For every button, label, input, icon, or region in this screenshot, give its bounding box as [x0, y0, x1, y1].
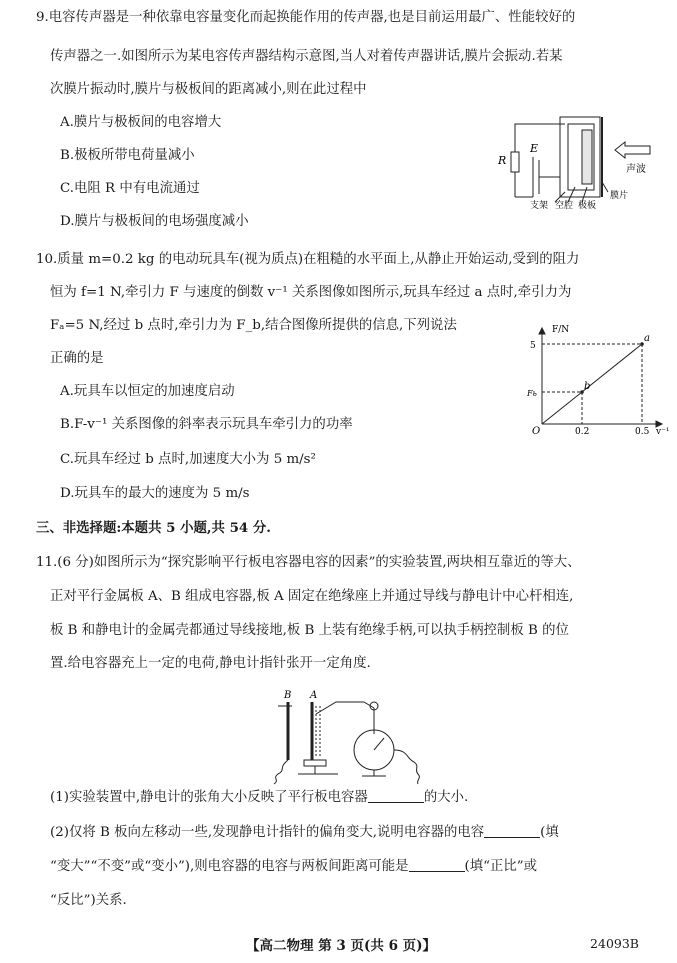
q11-sub1	[50, 788, 468, 808]
q11-sub2-blank-2[interactable]	[409, 857, 465, 872]
q9-fig-sound-label: 声波	[626, 164, 646, 175]
q9-line-1: 9.电容传声器是一种依靠电容量变化而起换能作用的传声器,也是目前运用最广、性能较好的	[36, 10, 576, 25]
q11-line-2: 正对平行金属板 A、B 组成电容器,板 A 固定在绝缘座上并通过导线与静电计中心杆相连,	[50, 589, 574, 604]
q11-sub2-options: “变大”“不变”或“变小”),则电容器的电容与两板间距离可能是	[50, 859, 409, 874]
q10-option-a: A.玩具车以恒定的加速度启动	[60, 384, 235, 399]
q9-fig-support-label: 支架	[530, 201, 549, 211]
q11-apparatus-figure	[268, 686, 438, 786]
point-a-label: a	[644, 333, 650, 344]
q10-option-b: B.F-v⁻¹ 关系图像的斜率表示玩具车牵引力的功率	[60, 417, 353, 432]
q10-line-1: 10.质量 m=0.2 kg 的电动玩具车(视为质点)在粗糙的水平面上,从静止开始运动,受到的阻力	[36, 252, 580, 267]
q9-fig-cavity-label: 空腔	[555, 201, 574, 211]
x-axis-label: v⁻¹	[656, 427, 670, 437]
q11-sub2-fill-hint: (填	[540, 825, 559, 840]
q11-sub2-line-1	[50, 823, 559, 843]
q11-line-3: 板 B 和静电计的金属壳都通过导线接地,板 B 上装有绝缘手柄,可以执手柄控制板 B 的位	[50, 623, 569, 638]
q11-sub1-text: (1)实验装置中,静电计的张角大小反映了平行板电容器	[50, 790, 368, 805]
q10-line-3: Fₐ=5 N,经过 b 点时,牵引力为 F_b,结合图像所提供的信息,下列说法	[50, 318, 457, 333]
page-footer: 【高二物理 第 3 页(共 6 页)】	[246, 938, 437, 954]
q11-line-4: 置.给电容器充上一定的电荷,静电计指针张开一定角度.	[50, 656, 371, 671]
q11-sub2-text: (2)仅将 B 板向左移动一些,发现静电计指针的偏角变大,说明电容器的电容	[50, 825, 485, 840]
y-tick-label: Fь	[527, 389, 537, 398]
q9-line-3: 次膜片振动时,膜片与极板间的距离减小,则在此过程中	[50, 82, 367, 97]
q9-fig-r-label: R	[498, 154, 507, 167]
q9-option-b: B.极板所带电荷量减小	[60, 148, 195, 163]
q9-fig-plate-label: 极板	[578, 201, 597, 211]
q10-option-d: D.玩具车的最大的速度为 5 m/s	[60, 486, 250, 501]
x-tick-label: 0.2	[575, 427, 590, 437]
q9-fig-e-label: E	[530, 142, 539, 155]
q9-option-c: C.电阻 R 中有电流通过	[60, 181, 200, 196]
q11-sub1-tail: 的大小.	[423, 790, 469, 805]
q10-line-2: 恒为 f=1 N,牵引力 F 与速度的倒数 v⁻¹ 关系图像如图所示,玩具车经过 a 点时,牵引力为	[50, 285, 572, 300]
q10-option-c: C.玩具车经过 b 点时,加速度大小为 5 m/s²	[60, 452, 316, 467]
origin-label: O	[532, 426, 541, 437]
q10-f-v-graph	[526, 320, 670, 437]
q11-sub2-line-3: “反比”)关系.	[50, 893, 127, 908]
q9-line-2: 传声器之一.如图所示为某电容传声器结构示意图,当人对着传声器讲话,膜片会振动.若某	[50, 49, 563, 64]
x-tick-label: 0.5	[635, 427, 650, 437]
plate-a-label: A	[310, 690, 318, 701]
q11-sub2-blank-1[interactable]	[484, 823, 540, 838]
q11-sub1-blank[interactable]	[368, 788, 424, 803]
q9-fig-membrane-label: 膜片	[610, 191, 629, 201]
y-axis-arrow	[539, 328, 545, 334]
q11-sub2-line-2	[50, 857, 537, 877]
y-axis-label: F/N	[552, 325, 570, 335]
section-3-heading: 三、非选择题:本题共 5 小题,共 54 分.	[36, 520, 271, 536]
q9-option-a: A.膜片与极板间的电容增大	[60, 115, 222, 130]
series-line	[542, 344, 642, 424]
y-tick-label: 5	[530, 341, 536, 351]
q11-line-1: 11.(6 分)如图所示为“探究影响平行板电容器电容的因素”的实验装置,两块相互靠近的等大、	[36, 555, 581, 570]
exam-code: 24093B	[590, 936, 639, 951]
point-b-label: b	[584, 381, 591, 392]
q11-sub2-fill-hint-2: (填“正比”或	[464, 859, 538, 874]
q9-microphone-figure	[490, 112, 670, 210]
plate-b-label: B	[284, 690, 292, 701]
q10-line-4: 正确的是	[50, 351, 104, 366]
q9-option-d: D.膜片与极板间的电场强度减小	[60, 214, 249, 229]
